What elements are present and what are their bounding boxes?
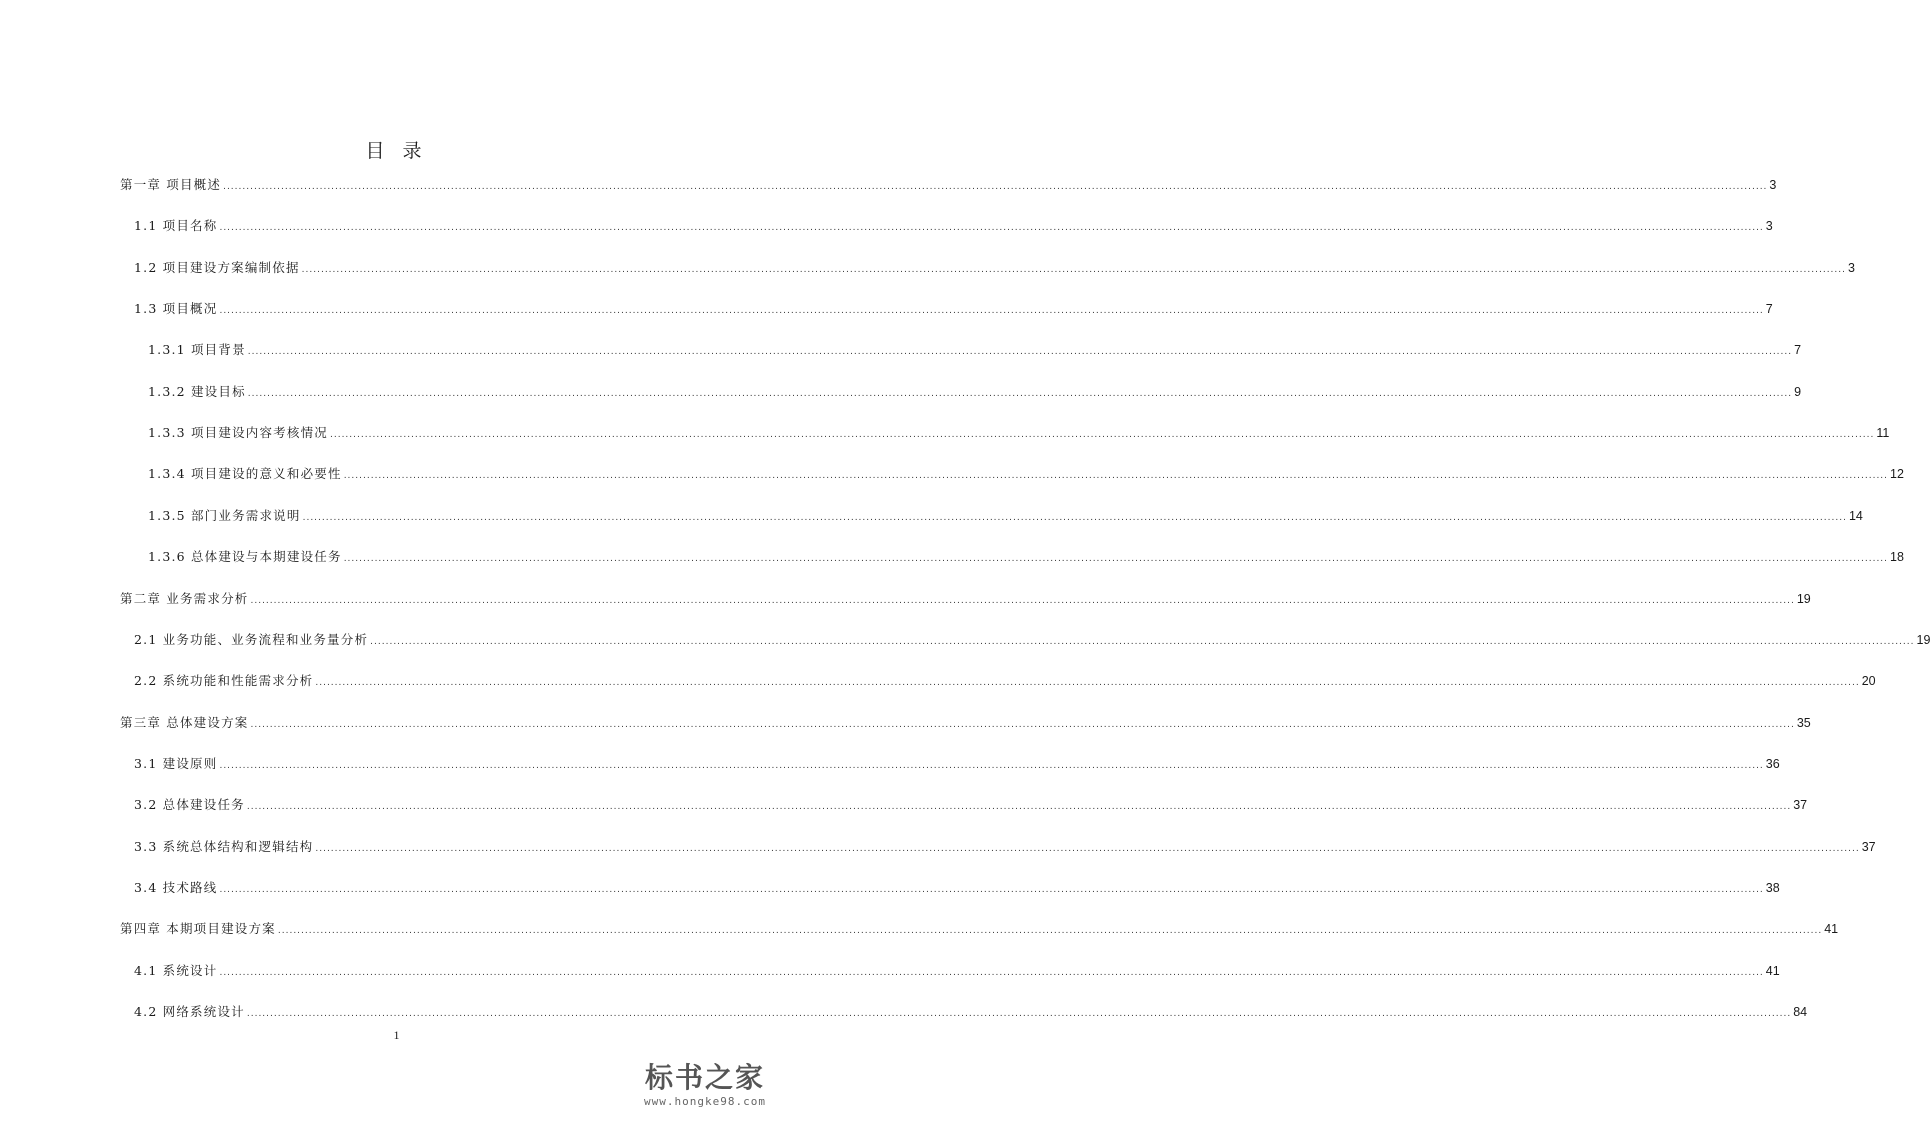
toc-entry-page-number: 20 (1861, 674, 1876, 688)
toc-dot-leader: ................................................................................................................................................................................................................................................................................................................................................................................................................ (219, 223, 1764, 233)
toc-entry-label: 1.3.6 总体建设与本期建设任务 (148, 549, 342, 564)
toc-entry[interactable] (148, 507, 1863, 525)
toc-entry-label: 1.3.3 项目建设内容考核情况 (148, 425, 328, 440)
watermark-logo (625, 1062, 785, 1116)
toc-entry-label: 第四章 本期项目建设方案 (120, 921, 276, 936)
toc-entry[interactable] (148, 465, 1904, 483)
toc-entry-label: 第一章 项目概述 (120, 177, 222, 192)
toc-entry-page-number: 41 (1765, 964, 1780, 978)
toc-entry-label: 2.1 业务功能、业务流程和业务量分析 (134, 632, 369, 647)
toc-entry[interactable] (120, 176, 1777, 194)
toc-entry-page-number: 37 (1861, 840, 1876, 854)
toc-dot-leader: ................................................................................................................................................................................................................................................................................................................................................................................................................ (343, 471, 1889, 481)
toc-entry[interactable] (120, 920, 1839, 938)
toc-entry[interactable] (134, 879, 1780, 897)
toc-entry[interactable] (134, 838, 1876, 856)
toc-entry-label: 2.2 系统功能和性能需求分析 (134, 673, 314, 688)
toc-entry[interactable] (134, 755, 1780, 773)
toc-entry-label: 4.1 系统设计 (134, 963, 218, 978)
toc-entry-page-number: 38 (1765, 881, 1780, 895)
toc-entry-page-number: 7 (1794, 343, 1802, 357)
toc-dot-leader: ................................................................................................................................................................................................................................................................................................................................................................................................................ (219, 968, 1764, 978)
toc-entry[interactable] (148, 424, 1890, 442)
toc-entry-label: 1.3 项目概况 (134, 301, 218, 316)
toc-entry-page-number: 35 (1796, 716, 1811, 730)
toc-dot-leader: ................................................................................................................................................................................................................................................................................................................................................................................................................ (219, 306, 1764, 316)
toc-entry-page-number: 9 (1794, 385, 1802, 399)
toc-dot-leader: ................................................................................................................................................................................................................................................................................................................................................................................................................ (370, 637, 1915, 647)
toc-entry-page-number: 84 (1793, 1005, 1808, 1019)
toc-dot-leader: ................................................................................................................................................................................................................................................................................................................................................................................................................ (343, 554, 1889, 564)
toc-entry[interactable] (120, 714, 1811, 732)
toc-dot-leader: ................................................................................................................................................................................................................................................................................................................................................................................................................ (315, 678, 1860, 688)
toc-entry[interactable] (148, 341, 1802, 359)
toc-entry-page-number: 3 (1765, 219, 1773, 233)
toc-entry-label: 1.1 项目名称 (134, 218, 218, 233)
toc-dot-leader: ................................................................................................................................................................................................................................................................................................................................................................................................................ (247, 347, 1793, 357)
toc-dot-leader: ................................................................................................................................................................................................................................................................................................................................................................................................................ (219, 885, 1764, 895)
watermark-url: www.hongke98.com (644, 1095, 766, 1108)
toc-entry[interactable] (134, 1003, 1808, 1021)
toc-entry-label: 1.3.2 建设目标 (148, 384, 246, 399)
toc-entry-label: 4.2 网络系统设计 (134, 1004, 245, 1019)
toc-entry[interactable] (134, 259, 1855, 277)
toc-dot-leader: ................................................................................................................................................................................................................................................................................................................................................................................................................ (315, 844, 1860, 854)
toc-entry-page-number: 36 (1765, 757, 1780, 771)
toc-entry-page-number: 11 (1876, 426, 1890, 440)
toc-entry-page-number: 41 (1824, 922, 1839, 936)
toc-dot-leader: ................................................................................................................................................................................................................................................................................................................................................................................................................ (219, 761, 1764, 771)
toc-entry-label: 1.3.4 项目建设的意义和必要性 (148, 466, 342, 481)
toc-dot-leader: ................................................................................................................................................................................................................................................................................................................................................................................................................ (223, 182, 1768, 192)
watermark-name: 标书之家 (644, 1061, 765, 1094)
toc-entry-page-number: 19 (1796, 592, 1811, 606)
toc-entry-label: 1.3.1 项目背景 (148, 342, 246, 357)
toc-entry-page-number: 37 (1793, 798, 1808, 812)
toc-entry-page-number: 18 (1890, 550, 1904, 564)
toc-entry[interactable] (134, 672, 1876, 690)
page-number: 1 (393, 1028, 400, 1042)
toc-entry-label: 3.4 技术路线 (134, 880, 218, 895)
toc-entry-page-number: 3 (1848, 261, 1855, 275)
toc-dot-leader: ................................................................................................................................................................................................................................................................................................................................................................................................................ (250, 720, 1795, 730)
toc-entry-page-number: 7 (1765, 302, 1773, 316)
toc-dot-leader: ................................................................................................................................................................................................................................................................................................................................................................................................................ (247, 389, 1793, 399)
toc-entry[interactable] (148, 383, 1802, 401)
toc-entry[interactable] (134, 631, 1930, 649)
toc-dot-leader: ................................................................................................................................................................................................................................................................................................................................................................................................................ (277, 926, 1823, 936)
toc-entry-page-number: 3 (1769, 178, 1777, 192)
toc-entry-label: 3.3 系统总体结构和逻辑结构 (134, 839, 314, 854)
toc-entry[interactable] (134, 796, 1808, 814)
toc-entry[interactable] (148, 548, 1904, 566)
toc-entry-label: 3.2 总体建设任务 (134, 797, 245, 812)
toc-entry-label: 第三章 总体建设方案 (120, 715, 249, 730)
toc-title: 目 录 (365, 140, 428, 162)
toc-dot-leader: ................................................................................................................................................................................................................................................................................................................................................................................................................ (329, 430, 1875, 440)
toc-entry-page-number: 12 (1890, 467, 1904, 481)
toc-entry[interactable] (120, 590, 1811, 608)
toc-entry-label: 1.3.5 部门业务需求说明 (148, 508, 301, 523)
toc-dot-leader: ................................................................................................................................................................................................................................................................................................................................................................................................................ (246, 802, 1792, 812)
toc-entry-page-number: 14 (1848, 509, 1863, 523)
toc-entry-page-number: 19 (1916, 633, 1930, 647)
toc-dot-leader: ................................................................................................................................................................................................................................................................................................................................................................................................................ (302, 513, 1847, 523)
toc-entry-label: 1.2 项目建设方案编制依据 (134, 260, 300, 275)
toc-entry[interactable] (134, 962, 1780, 980)
toc-entry-label: 第二章 业务需求分析 (120, 591, 249, 606)
toc-entry-label: 3.1 建设原则 (134, 756, 218, 771)
toc-dot-leader: ................................................................................................................................................................................................................................................................................................................................................................................................................ (301, 265, 1846, 275)
toc-entry[interactable] (134, 217, 1773, 235)
toc-dot-leader: ................................................................................................................................................................................................................................................................................................................................................................................................................ (250, 596, 1795, 606)
toc-entry[interactable] (134, 300, 1773, 318)
toc-dot-leader: ................................................................................................................................................................................................................................................................................................................................................................................................................ (246, 1009, 1792, 1019)
